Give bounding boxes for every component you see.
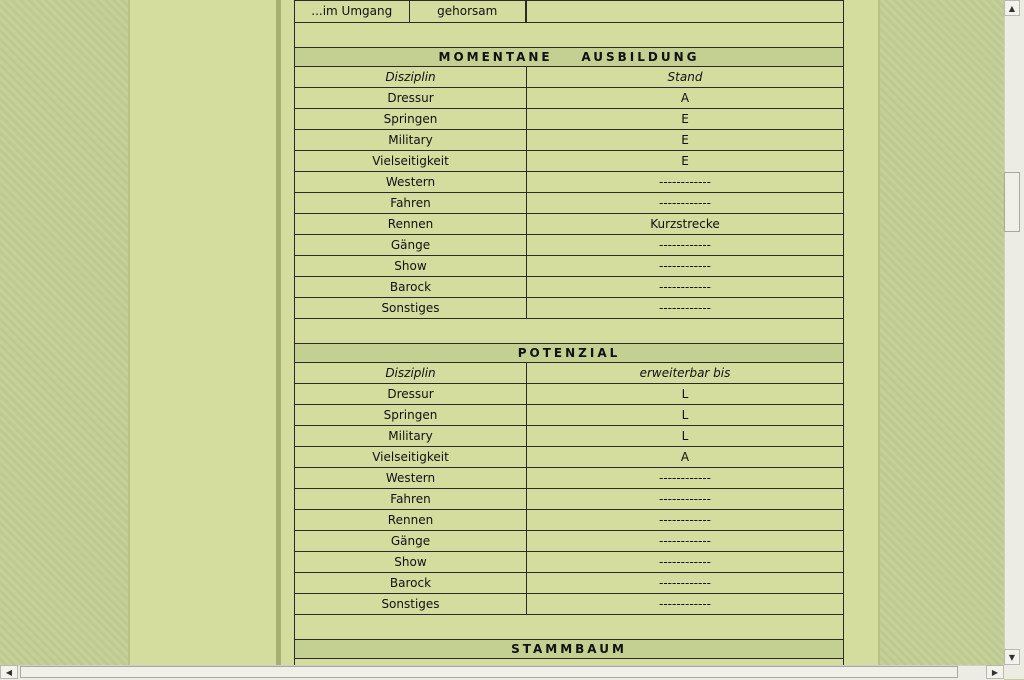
disziplin-cell: Vielseitigkeit [295,447,527,468]
disziplin-cell: Sonstiges [295,594,527,615]
potenzial-value-cell: L [527,405,844,426]
potenzial-value-cell: A [527,447,844,468]
disziplin-cell: Barock [295,277,527,298]
disziplin-cell: Barock [295,573,527,594]
potenzial-value-cell: ------------ [527,552,844,573]
potenzial-value-cell: ------------ [527,573,844,594]
potenzial-heading: POTENZIAL [295,344,844,363]
potenzial-value-cell: ------------ [527,468,844,489]
disziplin-cell: Western [295,468,527,489]
ausbildung-row [295,256,844,277]
horse-details-table [294,0,844,680]
arrow-up-icon[interactable]: ▲ [1004,0,1020,16]
umgang-label: ...im Umgang [295,1,410,22]
disziplin-cell: Dressur [295,384,527,405]
stammbaum-heading-row [295,640,844,659]
disziplin-cell: Springen [295,109,527,130]
potenzial-row [295,510,844,531]
column-header-erweiterbar: erweiterbar bis [527,363,844,384]
ausbildung-row [295,109,844,130]
ausbildung-value-cell: ------------ [527,193,844,214]
disziplin-cell: Dressur [295,88,527,109]
umgang-row [295,1,844,23]
disziplin-cell: Show [295,552,527,573]
ausbildung-value-cell: ------------ [527,172,844,193]
potenzial-value-cell: ------------ [527,489,844,510]
potenzial-value-cell: L [527,426,844,447]
ausbildung-heading-row [295,48,844,67]
arrow-left-icon[interactable]: ◀ [0,665,18,679]
ausbildung-row [295,298,844,319]
potenzial-row [295,426,844,447]
ausbildung-row [295,130,844,151]
left-sidebar [130,0,276,665]
ausbildung-row [295,235,844,256]
ausbildung-row [295,172,844,193]
column-header-disziplin: Disziplin [295,67,527,88]
disziplin-cell: Military [295,426,527,447]
vertical-scrollbar[interactable] [1004,0,1024,665]
scrollbar-corner [1004,665,1024,679]
potenzial-row [295,405,844,426]
column-header-disziplin: Disziplin [295,363,527,384]
potenzial-row [295,384,844,405]
potenzial-row [295,552,844,573]
ausbildung-row [295,151,844,172]
potenzial-row [295,594,844,615]
ausbildung-row [295,214,844,235]
potenzial-row [295,531,844,552]
disziplin-cell: Show [295,256,527,277]
stammbaum-heading: STAMMBAUM [295,640,844,659]
ausbildung-value-cell: E [527,151,844,172]
column-header-stand: Stand [527,67,844,88]
spacer-row [295,319,844,344]
ausbildung-value-cell: ------------ [527,256,844,277]
arrow-down-icon[interactable]: ▼ [1004,649,1020,665]
ausbildung-heading: MOMENTANE AUSBILDUNG [295,48,844,67]
disziplin-cell: Western [295,172,527,193]
horizontal-scroll-thumb[interactable] [20,666,958,678]
disziplin-cell: Fahren [295,193,527,214]
potenzial-row [295,468,844,489]
potenzial-row [295,489,844,510]
disziplin-cell: Vielseitigkeit [295,151,527,172]
ausbildung-value-cell: ------------ [527,235,844,256]
disziplin-cell: Military [295,130,527,151]
ausbildung-row [295,193,844,214]
disziplin-cell: Springen [295,405,527,426]
sidebar-divider [276,0,281,665]
ausbildung-value-cell: E [527,130,844,151]
potenzial-value-cell: ------------ [527,531,844,552]
arrow-right-icon[interactable]: ▶ [986,665,1004,679]
potenzial-column-header [295,363,844,384]
potenzial-value-cell: L [527,384,844,405]
potenzial-row [295,447,844,468]
potenzial-heading-row [295,344,844,363]
potenzial-row [295,573,844,594]
potenzial-value-cell: ------------ [527,594,844,615]
ausbildung-value-cell: ------------ [527,277,844,298]
disziplin-cell: Rennen [295,214,527,235]
disziplin-cell: Gänge [295,235,527,256]
ausbildung-value-cell: Kurzstrecke [527,214,844,235]
spacer-row [295,615,844,640]
disziplin-cell: Sonstiges [295,298,527,319]
ausbildung-value-cell: A [527,88,844,109]
ausbildung-value-cell: ------------ [527,298,844,319]
disziplin-cell: Rennen [295,510,527,531]
potenzial-value-cell: ------------ [527,510,844,531]
spacer-row [295,23,844,48]
umgang-value: gehorsam [410,1,527,22]
ausbildung-column-header [295,67,844,88]
ausbildung-row [295,277,844,298]
disziplin-cell: Fahren [295,489,527,510]
ausbildung-row [295,88,844,109]
ausbildung-value-cell: E [527,109,844,130]
vertical-scroll-thumb[interactable] [1004,172,1020,232]
disziplin-cell: Gänge [295,531,527,552]
